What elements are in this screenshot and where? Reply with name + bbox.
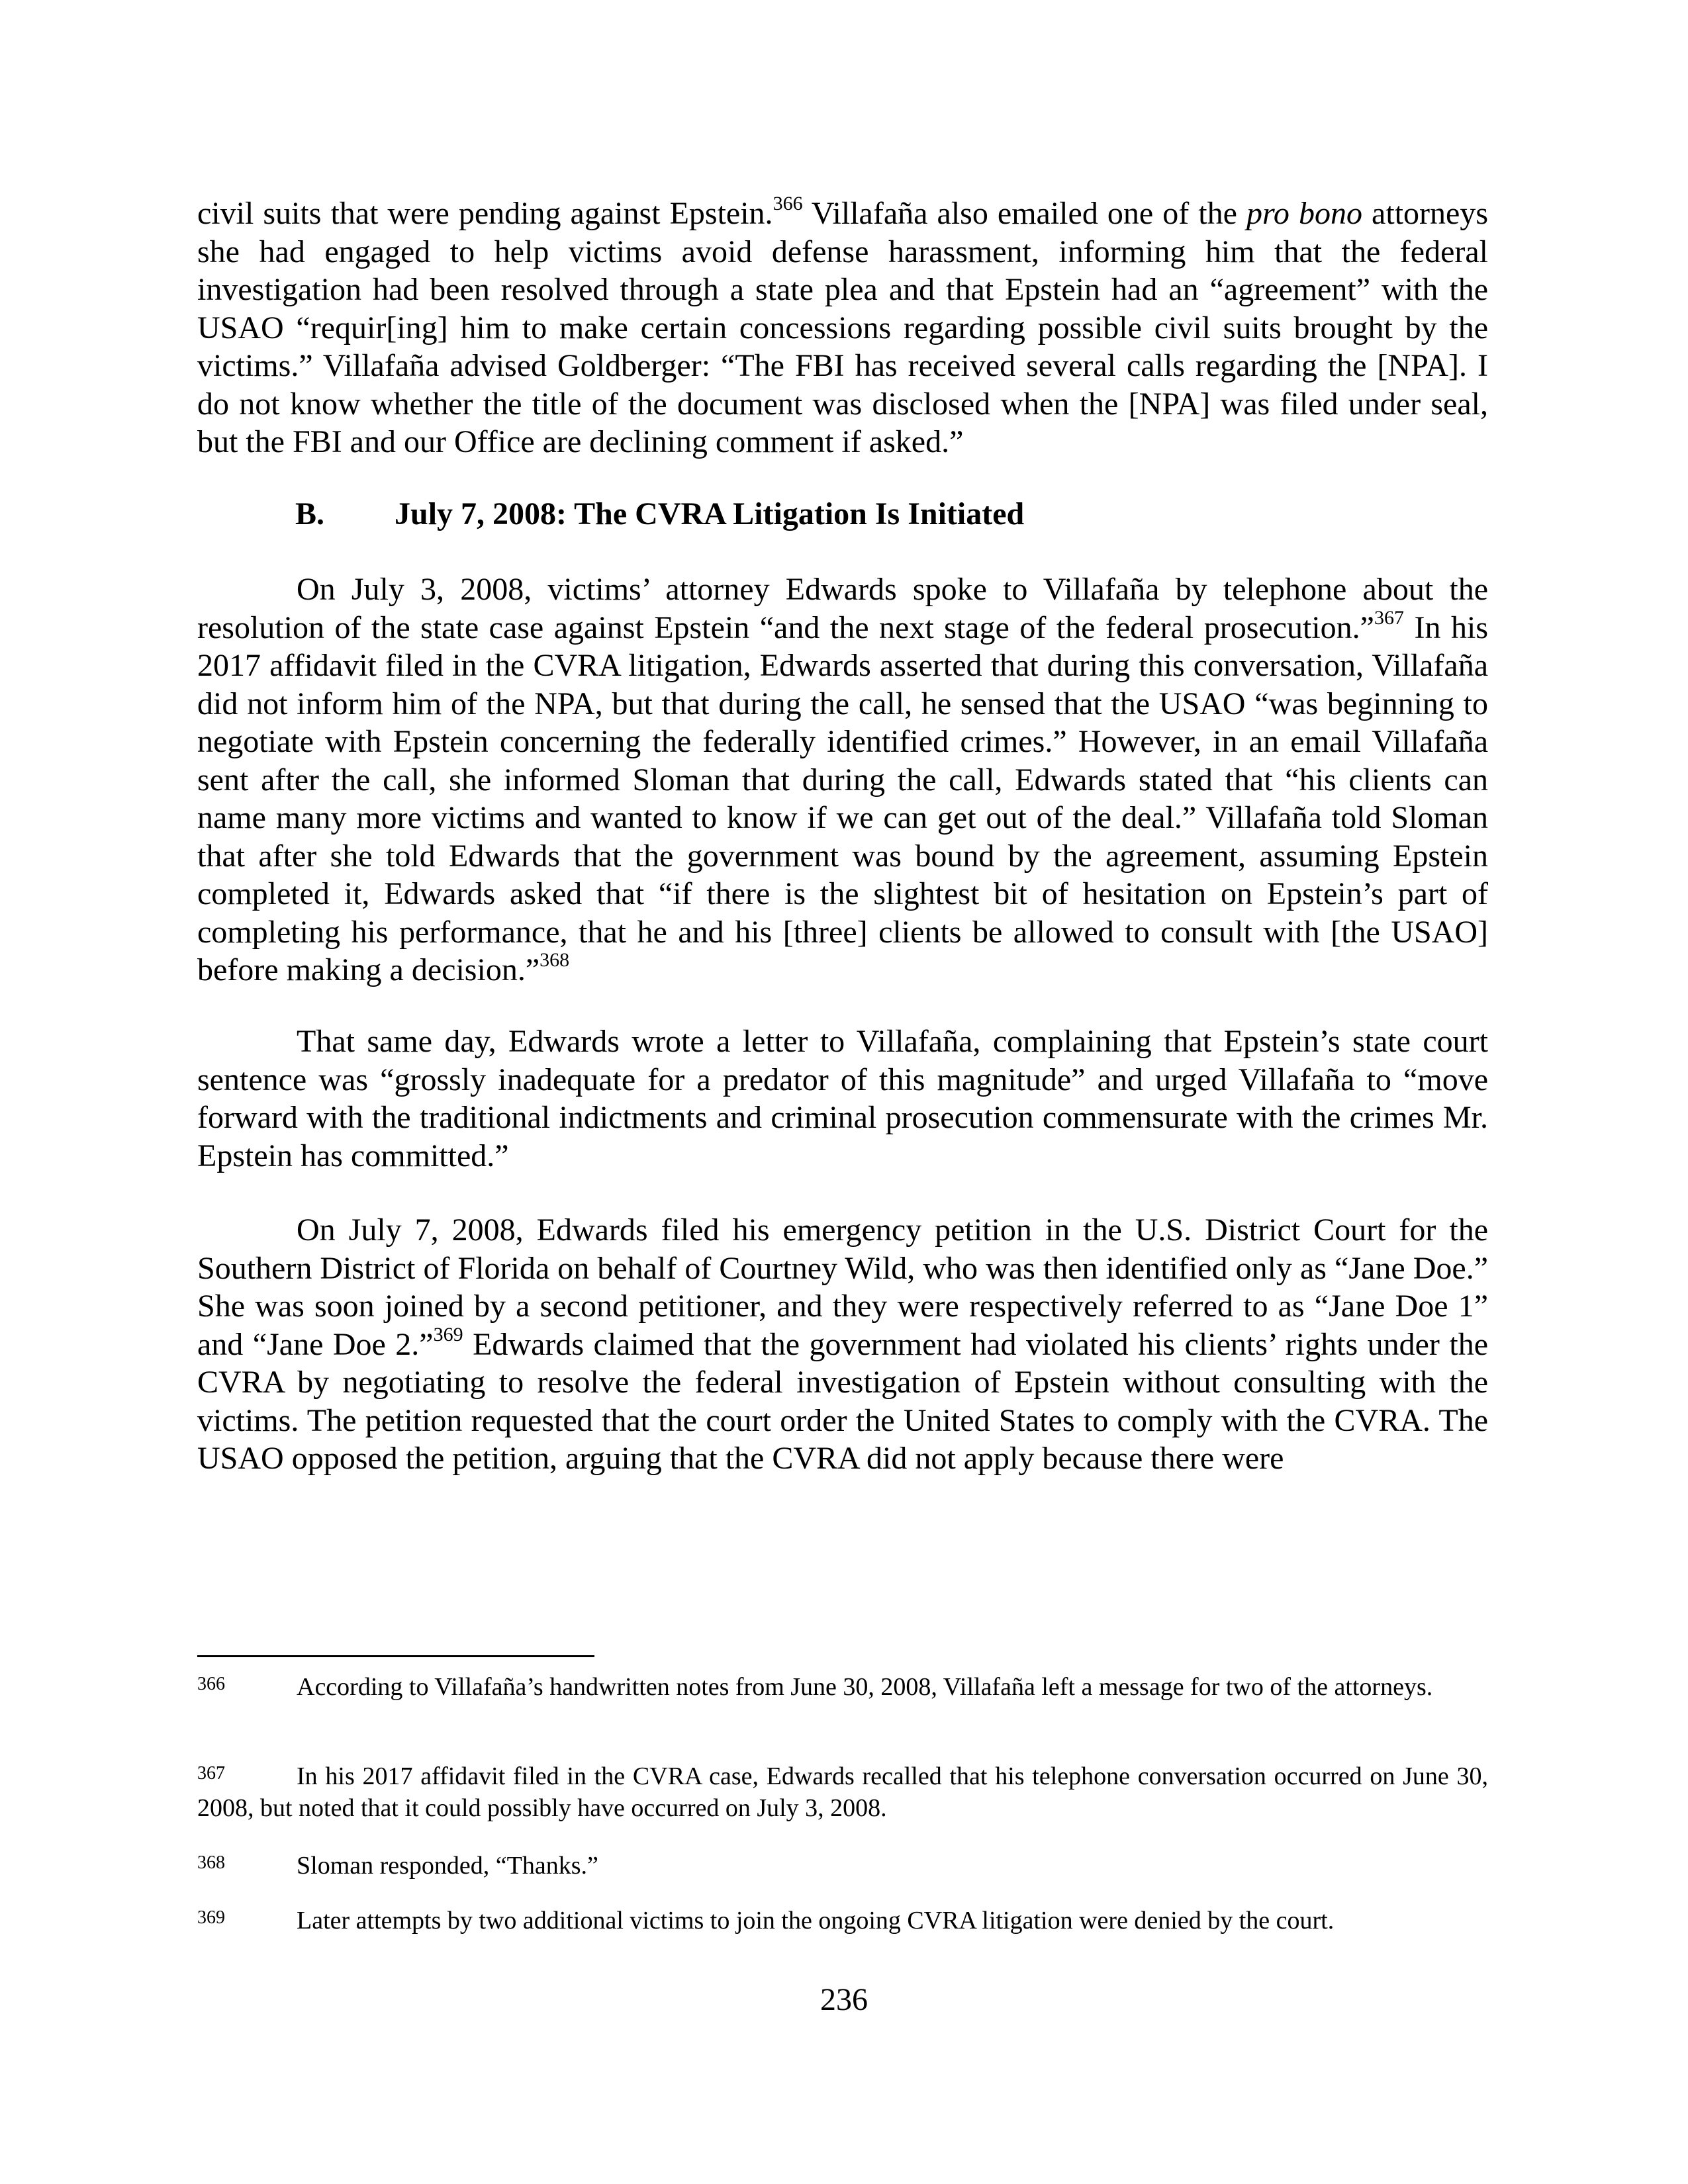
- paragraph-text: On July 7, 2008, Edwards filed his emergency petition in the U.S. District Court for the Southern District of Florida on behalf of Courtney Wild, who was then identified only as “Jane Doe.” She was soon joined by a second petitioner, and they were respectively referred to as “Jane Doe 1” and “Jane Doe 2.”: [197, 1212, 1488, 1362]
- page-number: 236: [820, 1982, 868, 2017]
- paragraph-text: civil suits that were pending against Epstein.: [197, 196, 773, 231]
- footnote-number: 368: [197, 1852, 225, 1873]
- footnote-number: 366: [197, 1674, 225, 1694]
- footnote-ref-366: 366: [773, 193, 803, 214]
- footnote-number: 369: [197, 1907, 225, 1928]
- footnote-text: In his 2017 affidavit filed in the CVRA case, Edwards recalled that his telephone conversation occurred on June 30, 2008, but noted that it could possibly have occurred on July 3, 2008.: [197, 1762, 1488, 1822]
- footnote-text: According to Villafaña’s handwritten notes from June 30, 2008, Villafaña left a message for two of the attorneys.: [297, 1673, 1433, 1701]
- paragraph-text: attorneys she had engaged to help victims avoid defense harassment, informing him that the federal investigation had been resolved through a state plea and that Epstein had an “agreement” with the USAO “requir[ing] him to make certain concessions regarding possible civil suits brought by the victims.” Villafaña advised Goldberger: “The FBI has received several calls regarding the [NPA]. I do not know whether the title of the document was disclosed when the [NPA] was filed under seal, but the FBI and our Office are declining comment if asked.”: [197, 196, 1488, 459]
- section-letter: B.: [295, 496, 325, 531]
- paragraph-emergency-petition: [197, 1211, 1488, 1478]
- footnote-367: [197, 1760, 1488, 1824]
- footnote-text: Later attempts by two additional victims to join the ongoing CVRA litigation were denied by the court.: [297, 1907, 1335, 1934]
- paragraph-text: Villafaña also emailed one of the: [802, 196, 1247, 231]
- footnote-separator: [197, 1655, 594, 1657]
- footnote-ref-369: 369: [433, 1323, 463, 1345]
- footnote-ref-367: 367: [1374, 606, 1404, 629]
- footnote-366: [197, 1671, 1488, 1703]
- paragraph-continuation: [197, 195, 1488, 461]
- paragraph-text: In his 2017 affidavit filed in the CVRA litigation, Edwards asserted that during this conversation, Villafaña did not inform him of the NPA, but that during the call, he sensed that the USAO “was beginning to negotiate with Epstein concerning the federally identified crimes.” However, in an email Villafaña sent after the call, she informed Sloman that during the call, Edwards stated that “his clients can name many more victims and wanted to know if we can get out of the deal.” Villafaña told Sloman that after she told Edwards that the government was bound by the agreement, assuming Epstein completed it, Edwards asked that “if there is the slightest bit of hesitation on Epstein’s part of completing his performance, that he and his [three] clients be allowed to consult with [the USAO] before making a decision.”: [197, 610, 1489, 987]
- footnote-368: [197, 1850, 1488, 1882]
- footnote-number: 367: [197, 1763, 225, 1784]
- section-heading: [295, 495, 1024, 533]
- paragraph-text: Edwards claimed that the government had violated his clients’ rights under the CVRA by negotiating to resolve the federal investigation of Epstein without consulting with the victims. The petition requested that the court order the United States to comply with the CVRA. The USAO opposed the petition, arguing that the CVRA did not apply because there were: [197, 1326, 1489, 1476]
- paragraph-edwards-letter: [197, 1023, 1488, 1175]
- paragraph-text: On July 3, 2008, victims’ attorney Edwards spoke to Villafaña by telephone about the resolution of the state case against Epstein “and the next stage of the federal prosecution.”: [197, 572, 1488, 645]
- paragraph-july-3-call: [197, 570, 1488, 989]
- footnote-text: Sloman responded, “Thanks.”: [297, 1852, 598, 1880]
- section-title: July 7, 2008: The CVRA Litigation Is Initiated: [395, 496, 1025, 531]
- paragraph-text: That same day, Edwards wrote a letter to Villafaña, complaining that Epstein’s state court sentence was “grossly inadequate for a predator of this magnitude” and urged Villafaña to “move forward with the traditional indictments and criminal prosecution commensurate with the crimes Mr. Epstein has committed.”: [197, 1024, 1488, 1173]
- italic-text: pro bono: [1246, 196, 1362, 231]
- footnote-ref-368: 368: [539, 949, 570, 971]
- footnote-369: [197, 1905, 1488, 1936]
